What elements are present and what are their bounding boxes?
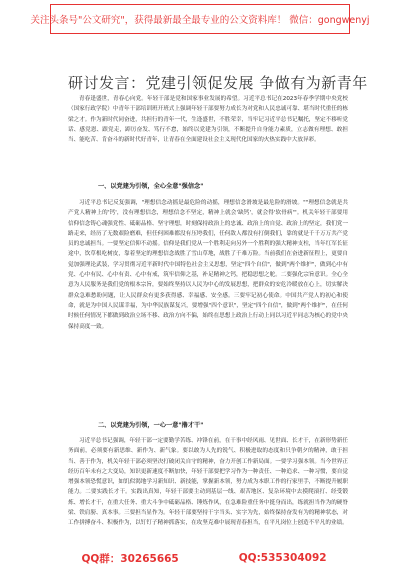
promo-banner-text: 关注头条号"公文研究"，获得最新最全最专业的公文资料库！ 微信：gongwenyj bbox=[30, 15, 370, 26]
footer-contact bbox=[0, 548, 408, 568]
section-1-paragraph: 习近平总书记反复强调，"理想信念动摇是最危险的动摇，理想信念滑坡是最危险的滑坡。""理想信念就是共产党人精神上的'钙'，没有理想信念，理想信念不坚定，精神上就会'缺钙'，就会得'软骨病'"。机关年轻干部要用信仰信念铸心魂强党性、砥砺品格、坚守理想，时刻保持政治上的忠诚、政治上的自觉、政治上的坚定，我们党一路走来，经历了无数艰险磨难，但任何困难都没有压垮我们，任何敌人都没有打倒我们，靠的就是千千万万共产党员的忠诚担当。一要坚定信仰不动摇。信仰是我们党从一个胜利走向另外一个胜利的强大精神支柱，当年红军长征途中，饮草根吃树皮，靠着坚定的理想信念战胜了雪山草地，战胜了千难万险。当前我们在奋进新征程上，更要自觉加强理论武装，学习贯彻习近平新时代中国特色社会主义思想，坚定"四个自信"，做到"两个维护"，做到心中有党、心中有民、心中有责、心中有戒，筑牢信仰之基，补足精神之钙，把稳思想之舵。二要强化宗旨意识。全心全意为人民服务是我们党的根本宗旨，要始终坚持以人民为中心的发展思想，把群众的安危冷暖放在心上，切实解决群众急难愁盼问题，让人民群众有更多获得感、幸福感、安全感。三要牢记初心使命。中国共产党人的初心和使命，就是为中国人民谋幸福，为中华民族谋复兴，要增强"四个意识"，坚定"四个自信"，做到"两个维护"，在任何时候任何情况下都做到政治立场不移、政治方向不偏，始终在思想上政治上行动上同以习近平同志为核心的党中央保持高度一致。 bbox=[68, 200, 348, 330]
section-2-heading: 二、以党建为引领，一心一意"撸才干" bbox=[98, 422, 204, 429]
qq-number-text: QQ:535304092 bbox=[238, 552, 327, 564]
promo-banner[interactable] bbox=[30, 4, 370, 34]
section-2-paragraph: 习近平总书记强调，年轻干部一定要勤学苦练、冲锋在前，在干事中经风雨、见世面、长才干，在新形势新任务面前，必须要有新思维、新作为、新气象。要以敢为人先的锐气、积极进取的态度和只争朝夕的精神，敢于担当、善于作为，机关年轻干部必须坚决打破闭关自守的精神，奋力开创工作新局面。一要学习强本领。当今世界正经历百年未有之大变局，知识更新速度不断加快，年轻干部要把学习作为一种责任、一种追求、一种习惯，要自觉增强本领恐慌意识，如饥似渴地学习新知识、新技能，掌握新本领，努力成为本职工作的行家里手，不断提升履职能力。二要实践长才干。实践出真知，年轻干部要主动到基层一线、艰苦地区、复杂环境中去摸爬滚打、经受锻炼、增长才干，在重大任务、重大斗争中砥砺品格、锤炼作风，在急难险重任务中挺身而出，练就担当作为的硬脊梁、铁肩膀、真本事。三要担当显作为。年轻干部要坚持干字当头、实字为先，始终保持奋发有为的精神状态，对工作拼搏奋斗、积极作为，以钉钉子精神抓落实，在攻坚克难中展现青春担当，在平凡岗位上创造不平凡的业绩。 bbox=[68, 438, 348, 527]
section-1-heading: 一、以党建为引领，全心全意"强信念" bbox=[98, 183, 204, 190]
page-title: 研讨发言：党建引领促发展 争做有为新青年 bbox=[68, 74, 368, 92]
intro-paragraph: 青春逢盛世，青春心向党。年轻干部是党和国家事业发展的希望。习近平总书记在2023年春季学期中央党校（国家行政学院）中青年干部培训班开班式上强调年轻干部要努力成长为对党和人民忠诚可靠、堪当时代重任的栋梁之才。作为新时代同奋进，共担行的青年一代，生逢盛世，不胜荣幸，当牢记习近平总书记嘱托，坚定不移听党话、感党恩、跟党走，踔厉奋发、笃行不怠，始终以党建为引领，不断提升自身能力素质，立志做有理想、敢担当、能吃苦、肯奋斗的新时代好青年，让青春在全面建设社会主义现代化国家的火热实践中大放异彩。 bbox=[68, 96, 348, 144]
qq-group-text: QQ群：30265665 bbox=[81, 552, 179, 565]
